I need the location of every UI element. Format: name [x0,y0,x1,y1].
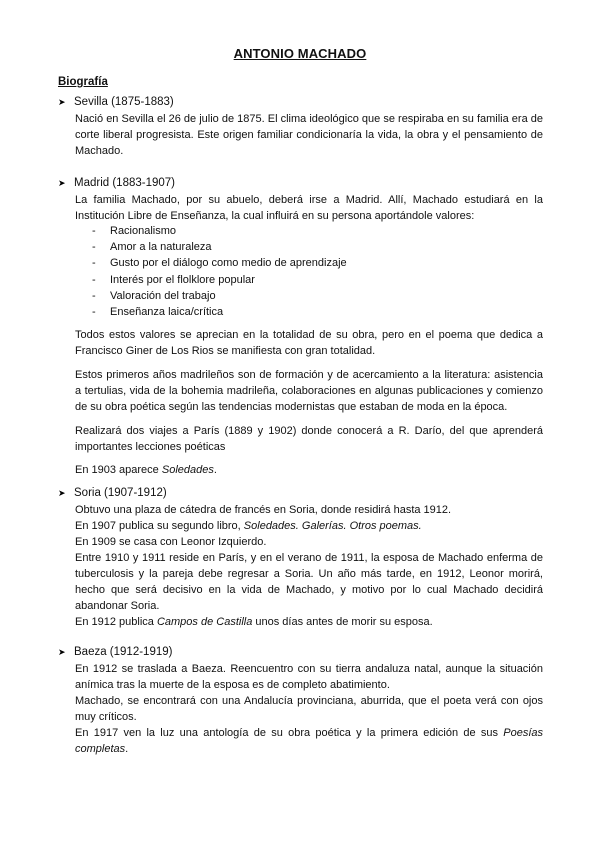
soria-line-2-prefix: En 1907 publica su segundo libro, [75,520,244,532]
madrid-paragraph-3: Realizará dos viajes a París (1889 y 1902) donde conocerá a R. Darío, del que aprenderá importantes lecciones poéticas [75,425,543,453]
soria-block [75,502,543,630]
list-item: - Enseñanza laica/crítica [92,304,492,320]
arrow-bullet-icon: ➤ [58,177,66,188]
list-item: - Racionalismo [92,223,492,239]
baeza-line-3 [75,725,543,757]
list-item: - Interés por el flolklore popular [92,272,492,288]
heading-madrid-text: Madrid (1883-1907) [74,177,176,189]
baeza-line-3-title: Poesías completas [75,727,543,755]
baeza-line-3-suffix: . [125,743,129,755]
soria-line-5-title: Campos de Castilla [156,616,253,628]
heading-sevilla-text: Sevilla (1875-1883) [74,96,174,108]
madrid-intro: La familia Machado, por su abuelo, deberá irse a Madrid. Allí, Machado estudiará en la Institución Libre de Enseñanza, la cual influirá en su persona aportándole valores: [75,194,543,222]
list-item: - Amor a la naturaleza [92,239,492,255]
section-subtitle: Biografía [58,76,108,88]
heading-soria-text: Soria (1907-1912) [74,487,167,499]
madrid-paragraph-4 [75,462,543,478]
soria-line-3: En 1909 se casa con Leonor Izquierdo. [75,536,267,548]
heading-sevilla [58,96,174,108]
arrow-bullet-icon: ➤ [58,96,66,107]
madrid-paragraph-1: Todos estos valores se aprecian en la totalidad de su obra, pero en el poema que dedica a Francisco Giner de Los Rios se manifiesta con gran totalidad. [75,329,543,357]
heading-soria [58,487,167,499]
baeza-line-3-prefix: En 1917 ven la luz una antología de su obra poética y la primera edición de sus [75,727,504,739]
baeza-line-2: Machado, se encontrará con una Andalucía provinciana, aburrida, que el poeta verá con ojos muy críticos. [75,695,543,723]
arrow-bullet-icon: ➤ [58,646,66,657]
soria-line-1: Obtuvo una plaza de cátedra de francés en Soria, donde residirá hasta 1912. [75,504,452,516]
baeza-block [75,661,543,757]
heading-baeza [58,646,172,658]
soria-line-5-prefix: En 1912 publica [75,616,157,628]
soria-line-4: Entre 1910 y 1911 reside en París, y en el verano de 1911, la esposa de Machado enferma de tuberculosis y la pareja debe regresar a Soria. Un año más tarde, en 1912, Leonor morirá, hecho que será decisivo en la vida de Machado, y motivo por lo cual Machado decidirá abandonar Soria. [75,552,543,612]
madrid-paragraph-2: Estos primeros años madrileños son de formación y de acercamiento a la literatura: asistencia a tertulias, vida de la bohemia madrileña, colaboraciones en algunas publicaciones y comienzo de su obra poética según las tendencias modernistas que estaban de moda en la época. [75,369,543,413]
list-item: - Valoración del trabajo [92,288,492,304]
soria-line-5 [75,614,543,630]
madrid-p4-prefix: En 1903 aparece [75,464,162,476]
page-title: ANTONIO MACHADO [233,46,367,61]
heading-baeza-text: Baeza (1912-1919) [74,646,173,658]
values-list [92,223,492,320]
arrow-bullet-icon: ➤ [58,487,66,498]
madrid-p4-title: Soledades [161,464,214,476]
soria-line-5-suffix: unos días antes de morir su esposa. [252,616,433,628]
list-item: - Gusto por el diálogo como medio de aprendizaje [92,255,492,271]
madrid-p4-suffix: . [213,464,217,476]
soria-line-2-title: Soledades. Galerías. Otros poemas. [243,520,422,532]
sevilla-paragraph: Nació en Sevilla el 26 de julio de 1875. El clima ideológico que se respiraba en su familia era de corte liberal progresista. Este origen familiar condicionaría la vida, la obra y el pensamiento de Machado. [75,113,543,157]
heading-madrid [58,177,175,189]
baeza-line-1: En 1912 se traslada a Baeza. Reencuentro con su tierra andaluza natal, aunque la situación anímica tras la muerte de la esposa es de completo abatimiento. [75,663,543,691]
soria-line-2 [75,518,543,534]
